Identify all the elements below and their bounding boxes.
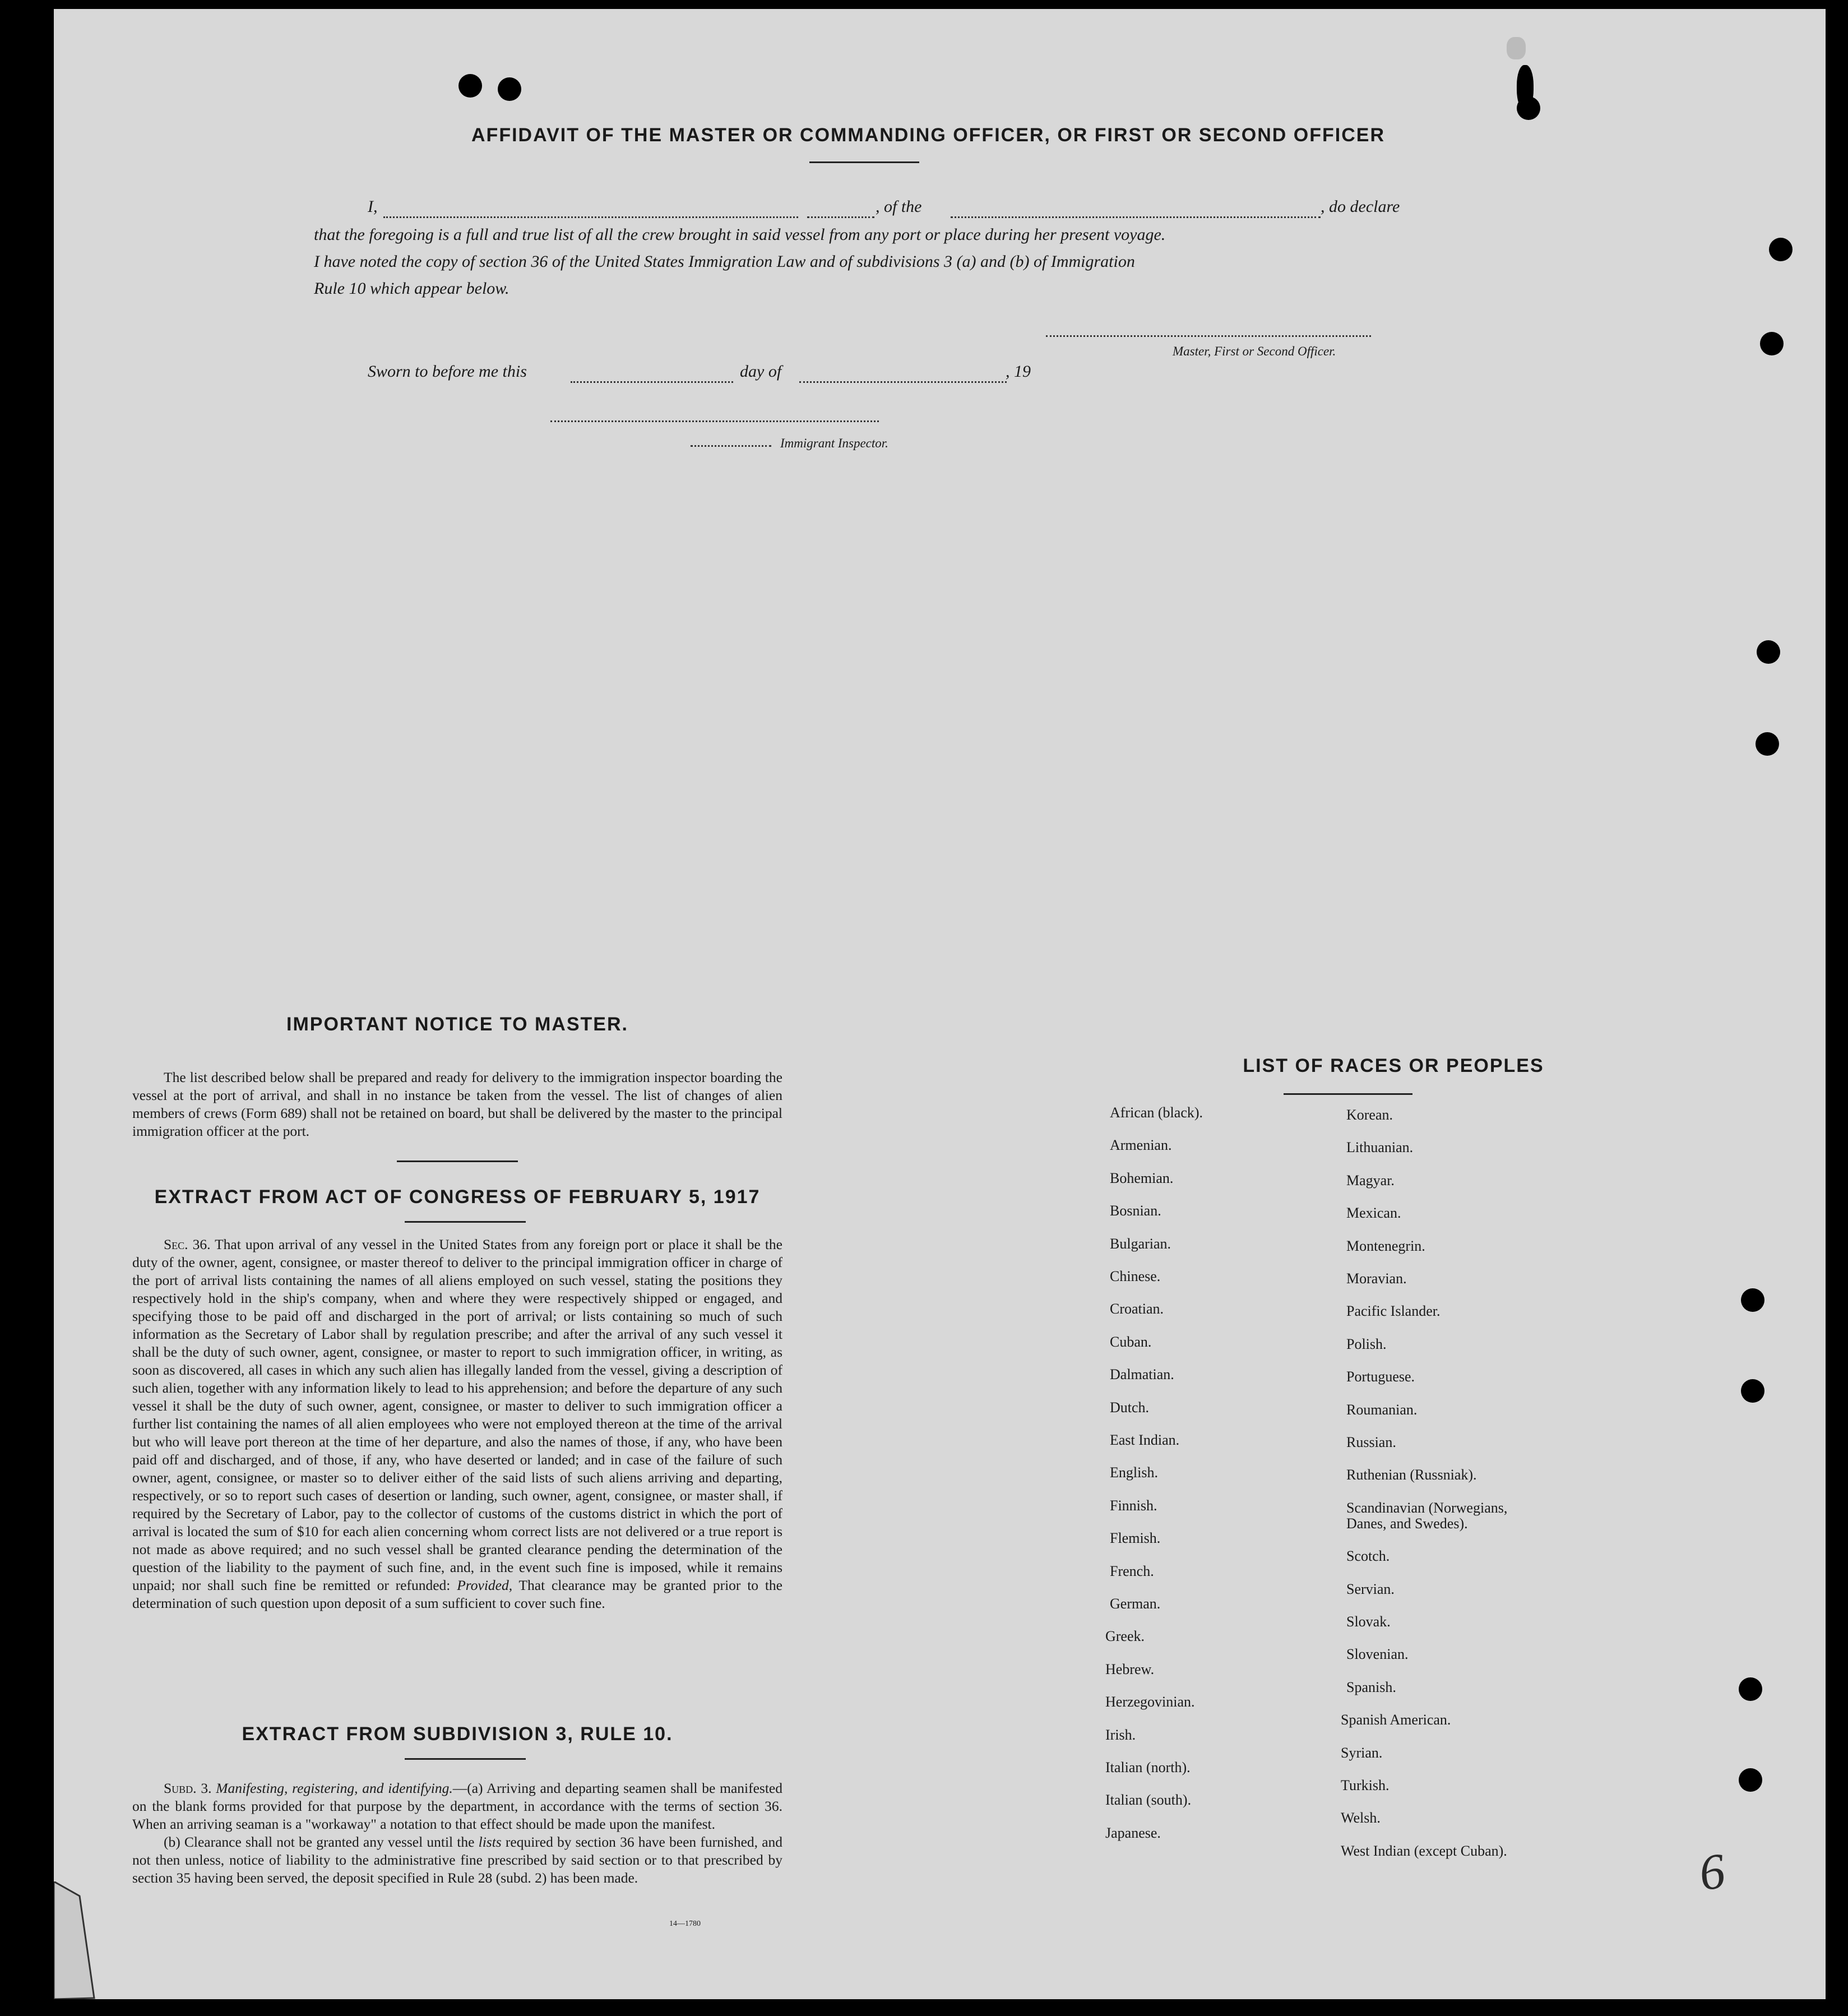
punch-hole (1507, 37, 1526, 59)
lists-word: lists (478, 1834, 502, 1850)
race-item: Bohemian. (1110, 1169, 1174, 1186)
race-item: German. (1110, 1596, 1161, 1612)
race-item: Italian (north). (1105, 1759, 1191, 1775)
subdivision-b-start: (b) Clearance shall not be granted any vessel until the (164, 1834, 475, 1850)
inspector-label: Immigrant Inspector. (780, 436, 888, 450)
race-item: East Indian. (1110, 1432, 1180, 1448)
race-item: Danes, and Swedes). (1346, 1515, 1468, 1532)
race-item: Russian. (1346, 1434, 1396, 1450)
race-item: Moravian. (1346, 1270, 1407, 1287)
title-divider (809, 161, 919, 163)
race-item: Mexican. (1346, 1205, 1401, 1222)
race-item: Armenian. (1110, 1137, 1172, 1154)
race-item: Lithuanian. (1346, 1139, 1414, 1156)
race-item: Slovenian. (1346, 1646, 1409, 1663)
race-item: Pacific Islander. (1346, 1303, 1441, 1320)
notice-divider (397, 1160, 518, 1162)
race-item: Greek. (1105, 1628, 1145, 1645)
race-item: Flemish. (1110, 1530, 1161, 1547)
name-blank[interactable] (383, 216, 798, 218)
race-item: African (black). (1110, 1104, 1203, 1121)
punch-hole (1757, 640, 1780, 664)
section-label: Sec. 36. (164, 1236, 211, 1252)
race-item: Dutch. (1110, 1399, 1150, 1416)
declarant-label: I, (368, 197, 378, 216)
rule-extract-body (132, 1779, 782, 1887)
race-item: Slovak. (1346, 1613, 1391, 1630)
rank-blank[interactable] (807, 216, 874, 218)
punch-hole (1741, 1288, 1764, 1312)
day-of-label: day of (740, 362, 782, 381)
punch-hole (1739, 1677, 1762, 1701)
race-item: Bosnian. (1110, 1203, 1161, 1219)
folded-corner (54, 1881, 104, 1999)
act-extract-title: EXTRACT FROM ACT OF CONGRESS OF FEBRUARY 5, 1917 (154, 1186, 761, 1208)
punch-hole (1741, 1379, 1764, 1403)
sworn-month-blank[interactable] (799, 381, 1007, 383)
race-item: Roumanian. (1346, 1401, 1418, 1418)
act-title-divider (405, 1221, 526, 1223)
subdivision-a-text: —(a) Arriving and departing seamen shall be manifested on the blank forms provided for that purpose by the department, in accordance with the terms of section 36. When an arriving seaman is a "workaway" a notation to that effect should be made upon the manifest. (132, 1780, 782, 1832)
provided-label: Provided, (457, 1577, 513, 1593)
race-item: Magyar. (1346, 1172, 1395, 1189)
race-item: Turkish. (1341, 1777, 1390, 1793)
sworn-label: Sworn to before me this (368, 362, 527, 381)
race-item: Bulgarian. (1110, 1235, 1171, 1252)
race-item: Hebrew. (1105, 1661, 1155, 1677)
race-item: Montenegrin. (1346, 1237, 1425, 1254)
affidavit-line-4: Rule 10 which appear below. (314, 279, 510, 298)
punch-hole (1769, 238, 1793, 261)
affidavit-line-1 (368, 197, 1489, 220)
punch-hole (498, 77, 521, 101)
race-item: Spanish. (1346, 1679, 1396, 1695)
punch-hole (1517, 65, 1534, 110)
master-signature-line[interactable] (1046, 335, 1371, 337)
vessel-blank[interactable] (951, 216, 1321, 218)
inspector-dotted-lead (691, 445, 771, 447)
punch-hole (1756, 732, 1779, 756)
race-item: Italian (south). (1105, 1792, 1192, 1809)
affidavit-title: AFFIDAVIT OF THE MASTER OR COMMANDING OFFICER, OR FIRST OR SECOND OFFICER (471, 124, 1385, 146)
notice-paragraph: The list described below shall be prepared and ready for delivery to the immigration inspector boarding the vessel at the port of arrival, and shall in no instance be taken from the vessel. The list of changes of alien members of crews (Form 689) shall not be retained on board, but shall be delivered by the master to the principal immigration officer at the port. (132, 1069, 782, 1139)
affidavit-line-3: I have noted the copy of section 36 of the United States Immigration Law and of subdivisions 3 (a) and (b) of Immigration (314, 252, 1135, 271)
do-declare-label: , do declare (1321, 197, 1400, 216)
of-the-label: , of the (876, 197, 922, 216)
punch-hole (458, 74, 482, 98)
race-item: Portuguese. (1346, 1368, 1415, 1385)
race-item: Irish. (1105, 1726, 1136, 1743)
race-item: Syrian. (1341, 1744, 1383, 1761)
subdivision-b-end: required by section 36 have been furnished, and not then unless, notice of liability to the administrative fine prescribed by said section or to that prescribed by section 35 having been served, the deposit specified in Rule 28 (subd. 2) has been made. (132, 1834, 783, 1886)
race-item: Welsh. (1341, 1810, 1381, 1827)
notice-title: IMPORTANT NOTICE TO MASTER. (286, 1014, 628, 1035)
section-36-text: That upon arrival of any vessel in the United States from any foreign port or place it shall be the duty of the owner, agent, consignee, or master thereof to deliver to the principal immigration officer in charge of the port of arrival lists containing the names of all aliens employed on such vessel, stating the positions they respectively hold in the ship's company, when and where they were respectively shipped or engaged, and specifying those to be paid off and discharged in the port of arrival; or lists containing so much of such information as the Secretary of Labor shall by regulation prescribe; and after the arrival of any such vessel it shall be the duty of such owner, agent, consignee, or master to report to such immigration officer, in writing, as soon as discovered, all cases in which any such alien has illegally landed from the vessel, giving a description of such alien, together with any information likely to lead to his apprehension; and before the departure of any such vessel it shall be the duty of such owner, agent, consignee, or master to deliver to such immigration officer a further list containing the names of all alien employees who were not employed thereon at the time of the arrival but who will leave port thereon at the time of her departure, and also the names of those, if any, who have been paid off and discharged, and of those, if any, who have deserted or landed; and in case of the failure of such owner, agent, consignee, or master so to deliver either of the said lists of such aliens arriving and departing, respectively, or so to report such cases of desertion or landing, such owner, agent, consignee, or master shall, if required by the Secretary of Labor, pay to the collector of customs of the customs district in which the port of arrival is located the sum of $10 for each alien concerning whom correct lists are not delivered or a true report is not made as above required; and no such vessel shall be granted clearance pending the determination of the question of the liability to the payment of such fine, and, in the event such fine is imposed, while it remains unpaid; nor shall such fine be remitted or refunded: (132, 1236, 782, 1593)
year-label: , 19 (1006, 362, 1031, 381)
race-item: Spanish American. (1341, 1712, 1451, 1728)
rule-extract-title: EXTRACT FROM SUBDIVISION 3, RULE 10. (242, 1723, 673, 1745)
race-item: Herzegovinian. (1105, 1694, 1195, 1710)
races-title: LIST OF RACES OR PEOPLES (1243, 1055, 1544, 1076)
race-item: Japanese. (1105, 1824, 1161, 1841)
document-page (54, 9, 1826, 1999)
race-item: Servian. (1346, 1580, 1395, 1597)
handwritten-mark: 6 (1696, 1843, 1729, 1902)
affidavit-line-2: that the foregoing is a full and true list of all the crew brought in said vessel from any port or place during her present voyage. (314, 225, 1166, 244)
form-number: 14—1780 (669, 1920, 701, 1928)
punch-hole (1760, 332, 1784, 355)
races-title-divider (1284, 1093, 1412, 1095)
race-item: Finnish. (1110, 1497, 1157, 1514)
section-36-ending: That clearance may be granted prior to the determination of such question upon deposit of a sum sufficient to cover such fine. (132, 1577, 782, 1611)
race-item: English. (1110, 1464, 1158, 1481)
race-item: Chinese. (1110, 1268, 1161, 1284)
notice-body (132, 1069, 782, 1140)
race-item: Scotch. (1346, 1548, 1390, 1565)
rule-title-divider (405, 1758, 526, 1760)
master-signature-label: Master, First or Second Officer. (1173, 344, 1336, 358)
race-item: Polish. (1346, 1335, 1387, 1352)
race-item: Dalmatian. (1110, 1366, 1174, 1383)
race-item: Korean. (1346, 1107, 1393, 1123)
punch-hole (1739, 1768, 1762, 1792)
subdivision-label: Subd. 3. (164, 1780, 212, 1796)
race-item: West Indian (except Cuban). (1341, 1842, 1507, 1859)
race-item: Croatian. (1110, 1301, 1164, 1317)
inspector-signature-line[interactable] (550, 420, 879, 422)
sworn-line (368, 362, 1152, 385)
race-item: Cuban. (1110, 1333, 1152, 1350)
race-item: Scandinavian (Norwegians, (1346, 1499, 1508, 1516)
race-item: French. (1110, 1562, 1154, 1579)
sworn-day-blank[interactable] (571, 381, 733, 383)
race-item: Ruthenian (Russniak). (1346, 1467, 1477, 1483)
subdivision-title: Manifesting, registering, and identifying. (216, 1780, 453, 1796)
act-extract-body (132, 1236, 782, 1612)
